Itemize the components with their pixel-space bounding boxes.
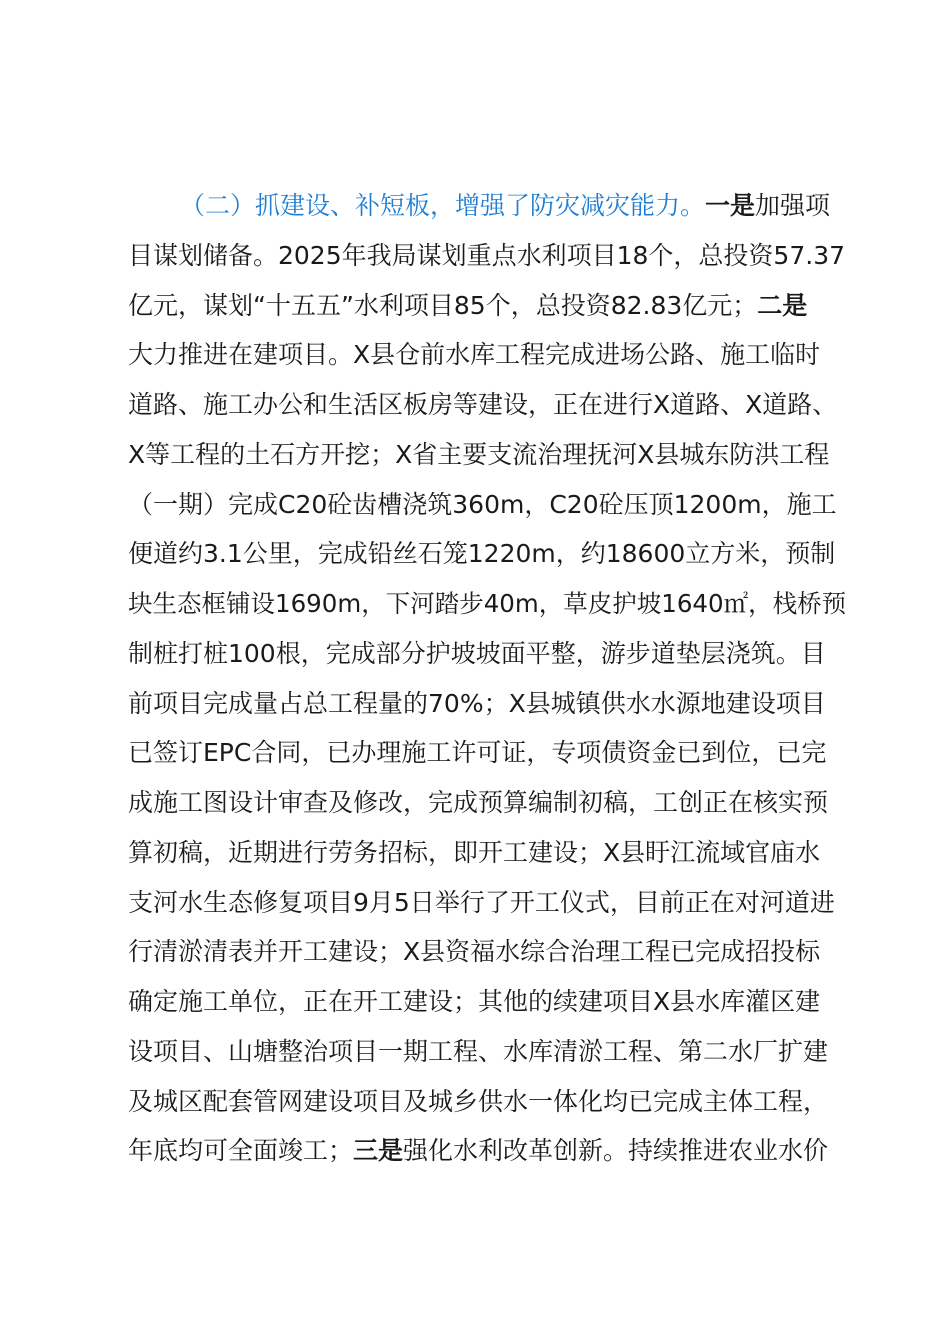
paragraph-line-10: 制桩打桩100根，完成部分护坡坡面平整，游步道垫层浇筑。目 — [128, 638, 826, 668]
line-text: 亿元，谋划“十五五”水利项目85个，总投资82.83亿元； — [128, 290, 758, 320]
paragraph-line-15: 支河水生态修复项目9月5日举行了开工仪式，目前正在对河道进 — [128, 887, 835, 917]
paragraph-line-2: 目谋划储备。2025年我局谋划重点水利项目18个，总投资57.37 — [128, 240, 846, 270]
paragraph-line-14: 算初稿，近期进行劳务招标，即开工建设；X县盱江流域官庙水 — [128, 837, 821, 867]
paragraph-line-20 — [128, 1126, 856, 1176]
section-heading: （二）抓建设、补短板，增强了防灾减灾能力。 — [180, 191, 706, 220]
paragraph-line-13: 成施工图设计审查及修改，完成预算编制初稿，工创正在核实预 — [128, 788, 829, 817]
paragraph-line-12: 已签订EPC合同，已办理施工许可证，专项债资金已到位，已完 — [128, 738, 827, 768]
paragraph-line-19: 及城区配套管网建设项目及城乡供水一体化均已完成主体工程， — [128, 1086, 829, 1116]
point-marker-three: 三是 — [353, 1136, 404, 1166]
point-marker-two: 二是 — [757, 290, 808, 320]
line-text: 强化水利改革创新。持续推进农业水价 — [403, 1136, 829, 1166]
paragraph-line-3 — [128, 281, 856, 331]
paragraph-line-4: 大力推进在建项目。X县仓前水库工程完成进场公路、施工临时 — [128, 340, 821, 370]
paragraph-line-7: （一期）完成C20砼齿槽浇筑360m，C20砼压顶1200m，施工 — [128, 489, 837, 519]
paragraph-line-18: 设项目、山塘整治项目一期工程、水库清淤工程、第二水厂扩建 — [128, 1036, 829, 1066]
line-text: 年底均可全面竣工； — [128, 1136, 354, 1166]
paragraph-line-16: 行清淤清表并开工建设；X县资福水综合治理工程已完成招投标 — [128, 937, 821, 967]
paragraph-line-5: 道路、施工办公和生活区板房等建设，正在进行X道路、X道路、 — [128, 390, 838, 419]
paragraph-line-6: X等工程的土石方开挖；X省主要支流治理抚河X县城东防洪工程 — [128, 439, 830, 469]
point-marker-one: 一是 — [705, 191, 756, 220]
paragraph-line-8: 便道约3.1公里，完成铅丝石笼1220m，约18600立方米，预制 — [128, 539, 836, 569]
section-paragraph — [128, 181, 856, 1176]
paragraph-line-17: 确定施工单位，正在开工建设；其他的续建项目X县水库灌区建 — [128, 987, 821, 1016]
paragraph-line-1 — [128, 181, 856, 231]
line-text: 加强项 — [755, 191, 831, 220]
paragraph-line-11: 前项目完成量占总工程量的70%；X县城镇供水水源地建设项目 — [128, 688, 826, 718]
paragraph-line-9: 块生态框铺设1690m，下河踏步40m，草皮护坡1640㎡，栈桥预 — [128, 589, 847, 618]
